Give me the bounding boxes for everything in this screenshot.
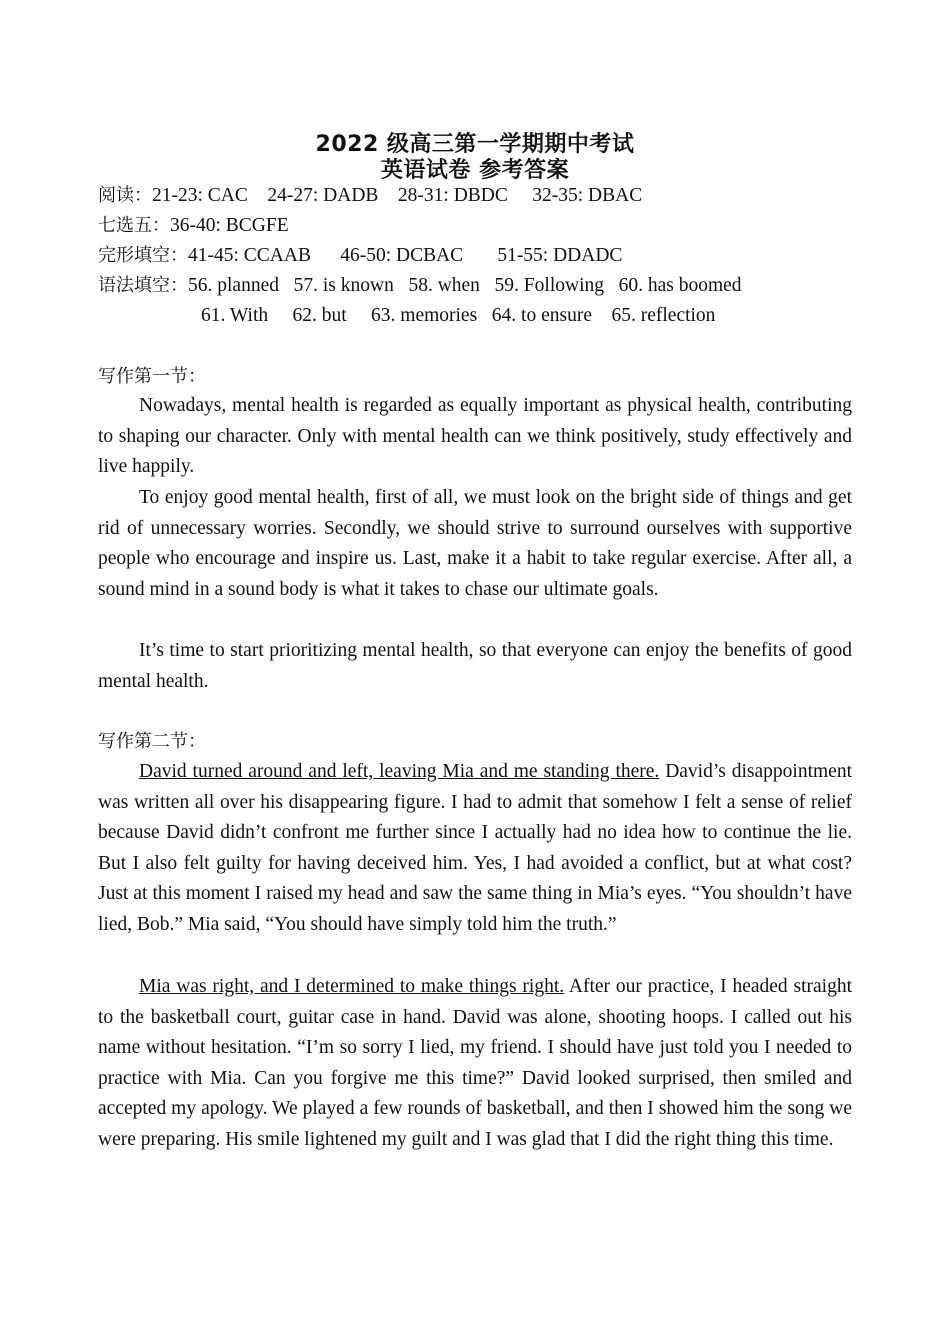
cloze-answers: 41-45: CCAAB 46-50: DCBAC 51-55: DDADC [188,245,623,266]
seven-choose-five-answers: 36-40: BCGFE [170,215,289,236]
grammar-label: 语法填空： [98,275,188,296]
writing2-paragraph-1-given-sentence: David turned around and left, leaving Mia and me standing there. [139,761,660,782]
exam-title: 2022 级高三第一学期期中考试 [315,132,635,157]
grammar-answers-row2: 61. With 62. but 63. memories 64. to ensure 65. reflection [201,305,716,326]
writing2-paragraph-2 [98,972,852,1156]
reading-answers: 21-23: CAC 24-27: DADB 28-31: DBDC 32-35: DBAC [152,185,643,206]
writing2-paragraph-1-body: David’s disappointment was written all over his disappearing figure. I had to admit that somehow I felt a sense of relief because David didn’t confront me further since I actually had no idea how to continue the lie. But I also felt guilty for having deceived him. Yes, I had avoided a conflict, but at what cost? Just at this moment I raised my head and saw the same thing in Mia’s eyes. “You shouldn’t have lied, Bob.” Mia said, “You should have simply told him the truth.” [98,761,852,935]
writing2-paragraph-2-given-sentence: Mia was right, and I determined to make things right. [139,976,565,997]
seven-choose-five-label: 七选五： [98,215,170,236]
writing-section-2-heading: 写作第二节： [98,731,206,752]
seven-choose-five-row [98,211,289,241]
cloze-answers-row [98,241,622,271]
cloze-label: 完形填空： [98,245,188,266]
grammar-answers-row [98,271,742,301]
grammar-answers-row1: 56. planned 57. is known 58. when 59. Following 60. has boomed [188,275,742,296]
writing2-paragraph-2-body: After our practice, I headed straight to the basketball court, guitar case in hand. David was alone, shooting hoops. I called out his name without hesitation. “I’m so sorry I lied, my friend. I should have just told you I needed to practice with Mia. Can you forgive me this time?” David looked surprised, then smiled and accepted my apology. We played a few rounds of basketball, and then I showed him the song we were preparing. His smile lightened my guilt and I was glad that I did the right thing this time. [98,976,852,1150]
writing1-paragraph-2: To enjoy good mental health, first of all, we must look on the bright side of things and get rid of unnecessary worries. Secondly, we should strive to surround ourselves with supportive people who encourage and inspire us. Last, make it a habit to take regular exercise. After all, a sound mind in a sound body is what it takes to chase our ultimate goals. [98,487,852,600]
reading-answers-row [98,181,642,211]
writing1-paragraph-1: Nowadays, mental health is regarded as equally important as physical health, contributing to shaping our character. Only with mental health can we think positively, study effectively and live happily. [98,395,852,478]
writing1-paragraph-3: It’s time to start prioritizing mental health, so that everyone can enjoy the benefits of good mental health. [98,640,852,692]
writing2-paragraph-1 [98,757,852,941]
writing-section-1-heading: 写作第一节： [98,366,206,387]
answer-key-subtitle: 英语试卷 参考答案 [380,158,570,183]
reading-label: 阅读： [98,185,152,206]
